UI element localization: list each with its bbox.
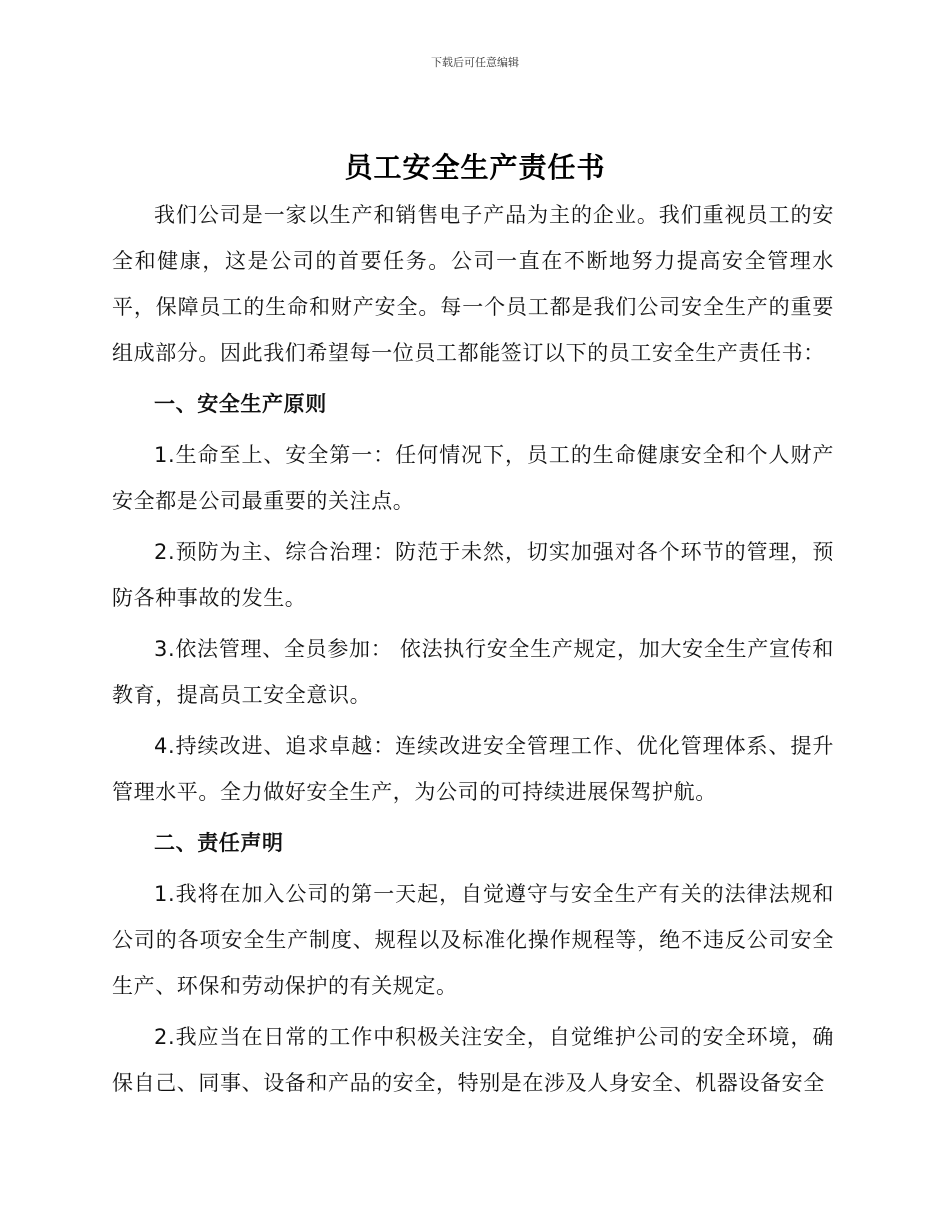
section-heading-responsibility: 二、责任声明	[154, 831, 284, 855]
responsibility-item: 1.我将在加入公司的第一天起，自觉遵守与安全生产有关的法律法规和公司的各项安全生产制度、规程以及标准化操作规程等，绝不违反公司安全生产、环保和劳动保护的有关规定。	[112, 882, 834, 998]
header-note: 下载后可任意编辑	[431, 56, 519, 69]
principle-item: 4.持续改进、追求卓越：连续改进安全管理工作、优化管理体系、提升管理水平。全力做好安全生产，为公司的可持续进展保驾护航。	[112, 734, 834, 804]
principle-item: 1.生命至上、安全第一：任何情况下，员工的生命健康安全和个人财产安全都是公司最重要的关注点。	[112, 443, 834, 513]
document-body	[112, 192, 834, 1111]
principle-item: 2.预防为主、综合治理：防范于未然，切实加强对各个环节的管理，预防各种事故的发生。	[112, 540, 834, 610]
document-title: 员工安全生产责任书	[344, 151, 606, 184]
responsibility-item: 2.我应当在日常的工作中积极关注安全，自觉维护公司的安全环境，确保自己、同事、设备和产品的安全，特别是在涉及人身安全、机器设备安全	[112, 1025, 834, 1095]
intro-paragraph: 我们公司是一家以生产和销售电子产品为主的企业。我们重视员工的安全和健康，这是公司的首要任务。公司一直在不断地努力提高安全管理水平，保障员工的生命和财产安全。每一个员工都是我们公司安全生产的重要组成部分。因此我们希望每一位员工都能签订以下的员工安全生产责任书：	[112, 203, 834, 365]
principle-item: 3.依法管理、全员参加： 依法执行安全生产规定，加大安全生产宣传和教育，提高员工安全意识。	[112, 637, 834, 707]
section-heading-principles: 一、安全生产原则	[154, 392, 327, 416]
